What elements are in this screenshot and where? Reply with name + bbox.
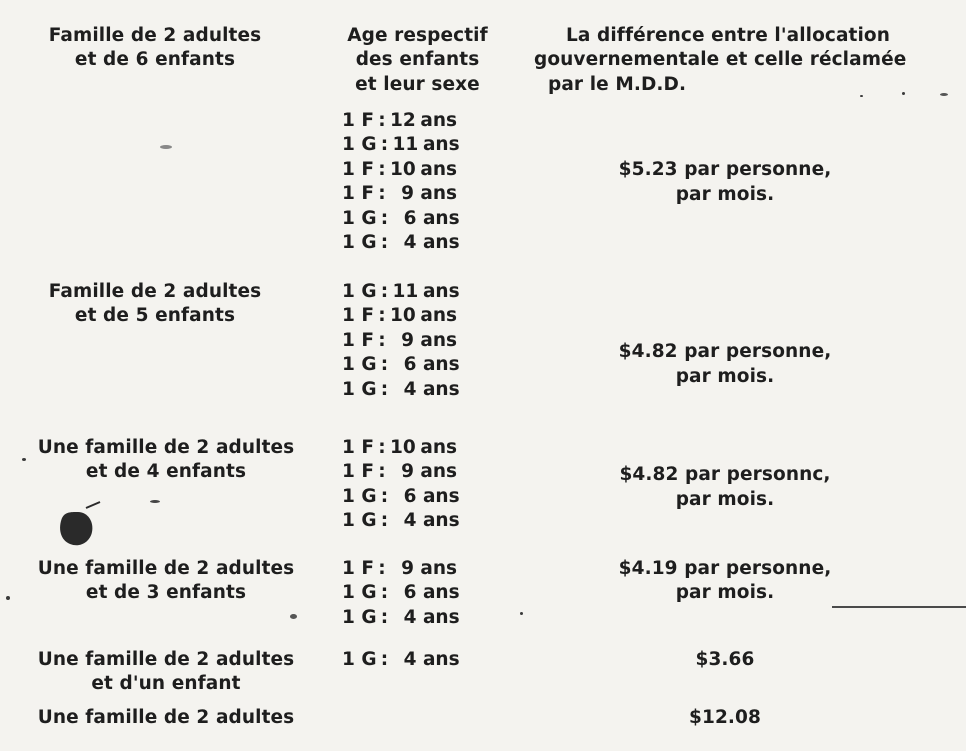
difference-value: $4.82 par personne, bbox=[618, 341, 832, 362]
child-age: 6 bbox=[403, 354, 417, 376]
child-sex: 1 F bbox=[342, 110, 374, 131]
child-sex: 1 G bbox=[342, 207, 377, 229]
child-sex: 1 F bbox=[342, 183, 374, 205]
family-description-line-2: et d'un enfant bbox=[91, 673, 241, 694]
child-age-unit: ans bbox=[420, 158, 458, 180]
child-sex: 1 F bbox=[342, 329, 374, 351]
child-age: 10 bbox=[389, 158, 416, 180]
difference-value: $4.19 par personne, bbox=[618, 558, 832, 579]
child-age: 11 bbox=[392, 281, 419, 302]
family-description-line-2: et de 3 enfants bbox=[85, 582, 247, 603]
scan-speck bbox=[6, 596, 10, 600]
child-age: 10 bbox=[389, 305, 416, 327]
child-entry: 1 G : 11 ans bbox=[342, 281, 460, 302]
age-heading-line-3: et leur sexe bbox=[355, 74, 480, 95]
child-entry: 1 G : 4 ans bbox=[342, 378, 460, 400]
underline-rule bbox=[832, 606, 966, 608]
child-age: 9 bbox=[401, 183, 414, 205]
child-sex: 1 G bbox=[342, 649, 377, 670]
scan-speck bbox=[520, 612, 523, 615]
child-sex: 1 G bbox=[342, 510, 377, 532]
child-age-unit: ans bbox=[422, 485, 460, 507]
child-age-unit: ans bbox=[422, 649, 460, 670]
child-entry: 1 G : 6 ans bbox=[342, 207, 460, 229]
child-age: 6 bbox=[403, 207, 417, 229]
child-age-unit: ans bbox=[420, 437, 458, 458]
child-age: 6 bbox=[403, 582, 417, 604]
family-description-line-1: Une famille de 2 adultes bbox=[37, 558, 295, 579]
child-sex: 1 G bbox=[342, 134, 377, 156]
child-age-unit: ans bbox=[420, 183, 458, 205]
child-entry: 1 F : 9 ans bbox=[342, 461, 458, 483]
child-entry: 1 G : 11 ans bbox=[342, 134, 460, 156]
child-sex: 1 G bbox=[342, 378, 377, 400]
child-entry: 1 F : 12 ans bbox=[342, 110, 458, 131]
child-age: 9 bbox=[401, 329, 414, 351]
child-age-unit: ans bbox=[422, 134, 460, 156]
child-age: 4 bbox=[403, 510, 417, 532]
family-description-line-1: Une famille de 2 adultes bbox=[37, 649, 295, 670]
family-heading-line-2: et de 6 enfants bbox=[74, 49, 236, 70]
child-entry: 1 F : 9 ans bbox=[342, 329, 458, 351]
child-entry: 1 G : 4 ans bbox=[342, 606, 460, 628]
child-age-unit: ans bbox=[420, 329, 458, 351]
child-entry: 1 F : 10 ans bbox=[342, 158, 458, 180]
scan-speck bbox=[290, 614, 297, 619]
child-sex: 1 F bbox=[342, 461, 374, 483]
child-age: 9 bbox=[401, 461, 414, 483]
difference-heading-line-1: La différence entre l'allocation bbox=[566, 25, 891, 46]
child-age: 11 bbox=[392, 134, 419, 156]
child-sex: 1 F bbox=[342, 558, 374, 579]
difference-period: par mois. bbox=[675, 489, 775, 510]
child-entry: 1 F : 10 ans bbox=[342, 305, 458, 327]
child-age: 4 bbox=[403, 378, 417, 400]
family-heading-line-1: Famille de 2 adultes bbox=[48, 25, 262, 46]
family-description-line-1: Famille de 2 adultes bbox=[48, 281, 262, 302]
child-age: 4 bbox=[403, 649, 417, 670]
child-age-unit: ans bbox=[422, 378, 460, 400]
child-entry: 1 G : 6 ans bbox=[342, 354, 460, 376]
age-heading-line-1: Age respectif bbox=[347, 25, 488, 46]
difference-value: $3.66 bbox=[695, 649, 755, 670]
scan-speck bbox=[860, 95, 863, 97]
difference-value: $5.23 par personne, bbox=[618, 159, 832, 180]
scan-speck bbox=[902, 92, 905, 95]
child-entry: 1 F : 9 ans bbox=[342, 183, 458, 205]
child-age: 12 bbox=[389, 110, 416, 131]
child-age-unit: ans bbox=[422, 207, 460, 229]
child-age-unit: ans bbox=[420, 305, 458, 327]
scan-speck bbox=[22, 458, 26, 461]
child-age-unit: ans bbox=[422, 281, 460, 302]
child-age: 4 bbox=[403, 606, 417, 628]
child-age: 9 bbox=[401, 558, 414, 579]
child-age-unit: ans bbox=[420, 110, 458, 131]
age-heading-line-2: des enfants bbox=[355, 49, 480, 70]
child-entry: 1 G : 4 ans bbox=[342, 649, 460, 670]
child-age-unit: ans bbox=[422, 606, 460, 628]
child-sex: 1 G bbox=[342, 232, 377, 253]
scan-speck bbox=[150, 500, 160, 503]
family-description-line-1: Une famille de 2 adultes bbox=[37, 707, 295, 728]
difference-heading-line-3: par le M.D.D. bbox=[548, 74, 687, 95]
child-age-unit: ans bbox=[422, 354, 460, 376]
ink-blot bbox=[52, 500, 102, 550]
family-description-line-2: et de 5 enfants bbox=[74, 305, 236, 326]
difference-period: par mois. bbox=[675, 366, 775, 387]
child-sex: 1 G bbox=[342, 606, 377, 628]
child-sex: 1 G bbox=[342, 281, 377, 302]
difference-period: par mois. bbox=[675, 184, 775, 205]
child-sex: 1 F bbox=[342, 305, 374, 327]
difference-heading-line-2: gouvernementale et celle réclamée bbox=[534, 49, 907, 70]
child-sex: 1 G bbox=[342, 582, 377, 604]
child-entry: 1 G : 6 ans bbox=[342, 485, 460, 507]
family-description-line-2: et de 4 enfants bbox=[85, 461, 247, 482]
child-sex: 1 G bbox=[342, 354, 377, 376]
family-description-line-1: Une famille de 2 adultes bbox=[37, 437, 295, 458]
child-sex: 1 F bbox=[342, 437, 374, 458]
child-age: 6 bbox=[403, 485, 417, 507]
child-sex: 1 F bbox=[342, 158, 374, 180]
child-sex: 1 G bbox=[342, 485, 377, 507]
child-age-unit: ans bbox=[420, 461, 458, 483]
child-entry: 1 F : 9 ans bbox=[342, 558, 458, 579]
scan-speck bbox=[940, 93, 948, 96]
child-age-unit: ans bbox=[422, 582, 460, 604]
child-age-unit: ans bbox=[422, 510, 460, 532]
difference-value: $4.82 par personnc, bbox=[619, 464, 831, 485]
child-age-unit: ans bbox=[420, 558, 458, 579]
child-entry: 1 G : 6 ans bbox=[342, 582, 460, 604]
scan-speck bbox=[160, 145, 172, 149]
child-entry: 1 G : 4 ans bbox=[342, 510, 460, 532]
child-age-unit: ans bbox=[422, 232, 460, 253]
difference-period: par mois. bbox=[675, 582, 775, 603]
difference-value: $12.08 bbox=[689, 707, 761, 728]
child-age: 4 bbox=[403, 232, 417, 253]
child-entry: 1 G : 4 ans bbox=[342, 232, 460, 253]
child-age: 10 bbox=[389, 437, 416, 458]
child-entry: 1 F : 10 ans bbox=[342, 437, 458, 458]
